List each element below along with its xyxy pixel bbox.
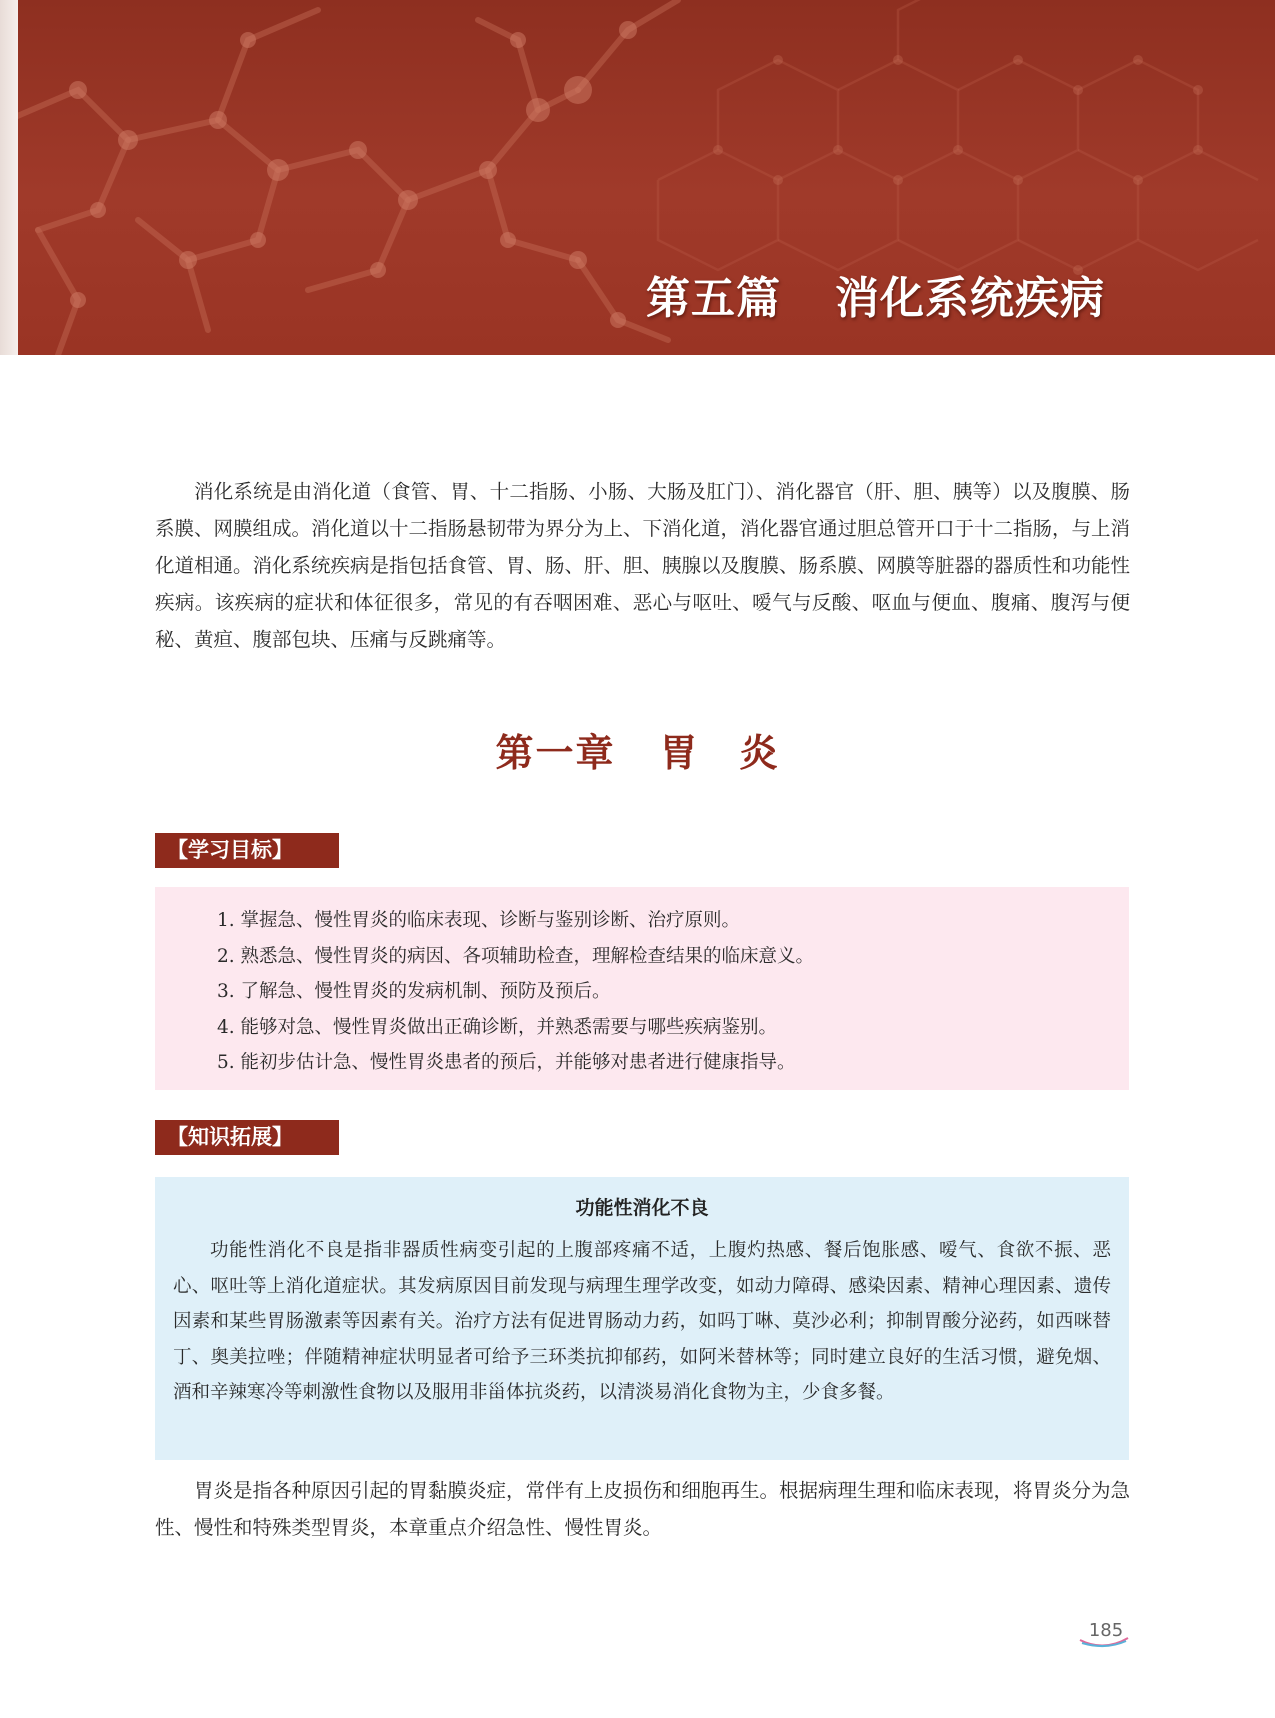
list-item: 1. 掌握急、慢性胃炎的临床表现、诊断与鉴别诊断、治疗原则。 [217,910,741,931]
objectives-list [155,887,1129,1081]
list-item: 2. 熟悉急、慢性胃炎的病因、各项辅助检查，理解检查结果的临床意义。 [217,945,815,967]
list-item: 3. 了解急、慢性胃炎的发病机制、预防及预后。 [217,981,611,1002]
list-item: 4. 能够对急、慢性胃炎做出正确诊断，并熟悉需要与哪些疾病鉴别。 [217,1016,778,1038]
closing-paragraph: 胃炎是指各种原因引起的胃黏膜炎症，常伴有上皮损伤和细胞再生。根据病理生理和临床表现，将胃炎分为急性、慢性和特殊类型胃炎，本章重点介绍急性、慢性胃炎。 [155,1479,1131,1539]
learning-objectives-box [155,887,1129,1090]
extension-title: 功能性消化不良 [575,1197,709,1219]
part-title [646,262,1105,322]
chapter-intro [155,1472,1130,1546]
chapter-title [0,722,1275,777]
knowledge-extension-box [155,1177,1129,1460]
part-intro [155,473,1130,658]
list-item: 5. 能初步估计急、慢性胃炎患者的预后，并能够对患者进行健康指导。 [217,1052,796,1073]
part-label: 第五篇 [646,273,781,324]
chapter-name: 胃 炎 [659,730,780,775]
intro-paragraph: 消化系统是由消化道（食管、胃、十二指肠、小肠、大肠及肛门）、消化器官（肝、胆、胰等）以及腹膜、肠系膜、网膜组成。消化道以十二指肠悬韧带为界分为上、下消化道，消化器官通过胆总管开口于十二指肠，与上消化道相通。消化系统疾病是指包括食管、胃、肠、肝、胆、胰腺以及腹膜、肠系膜、网膜等脏器的器质性和功能性疾病。该疾病的症状和体征很多，常见的有吞咽困难、恶心与呕吐、嗳气与反酸、呕血与便血、腹痛、腹泻与便秘、黄疸、腹部包块、压痛与反跳痛等。 [155,480,1131,651]
page-edge-shadow [0,0,18,355]
objectives-tag: 【学习目标】 [155,833,339,868]
page-number-text: 185 [1088,1620,1124,1641]
chapter-label: 第一章 [495,730,616,775]
extension-tag: 【知识拓展】 [155,1120,339,1155]
part-subject: 消化系统疾病 [835,273,1105,324]
part-banner [18,0,1275,355]
extension-body [173,1233,1111,1411]
extension-paragraph: 功能性消化不良是指非器质性病变引起的上腹部疼痛不适，上腹灼热感、餐后饱胀感、嗳气、食欲不振、恶心、呕吐等上消化道症状。其发病原因目前发现与病理生理学改变，如动力障碍、感染因素、精神心理因素、遗传因素和某些胃肠激素等因素有关。治疗方法有促进胃肠动力药，如吗丁啉、莫沙必利；抑制胃酸分泌药，如西咪替丁、奥美拉唑；伴随精神症状明显者可给予三环类抗抑郁药，如阿米替林等；同时建立良好的生活习惯，避免烟、酒和辛辣寒冷等刺激性食物以及服用非甾体抗炎药，以清淡易消化食物为主，少食多餐。 [173,1240,1111,1403]
page-number [1078,1620,1130,1650]
